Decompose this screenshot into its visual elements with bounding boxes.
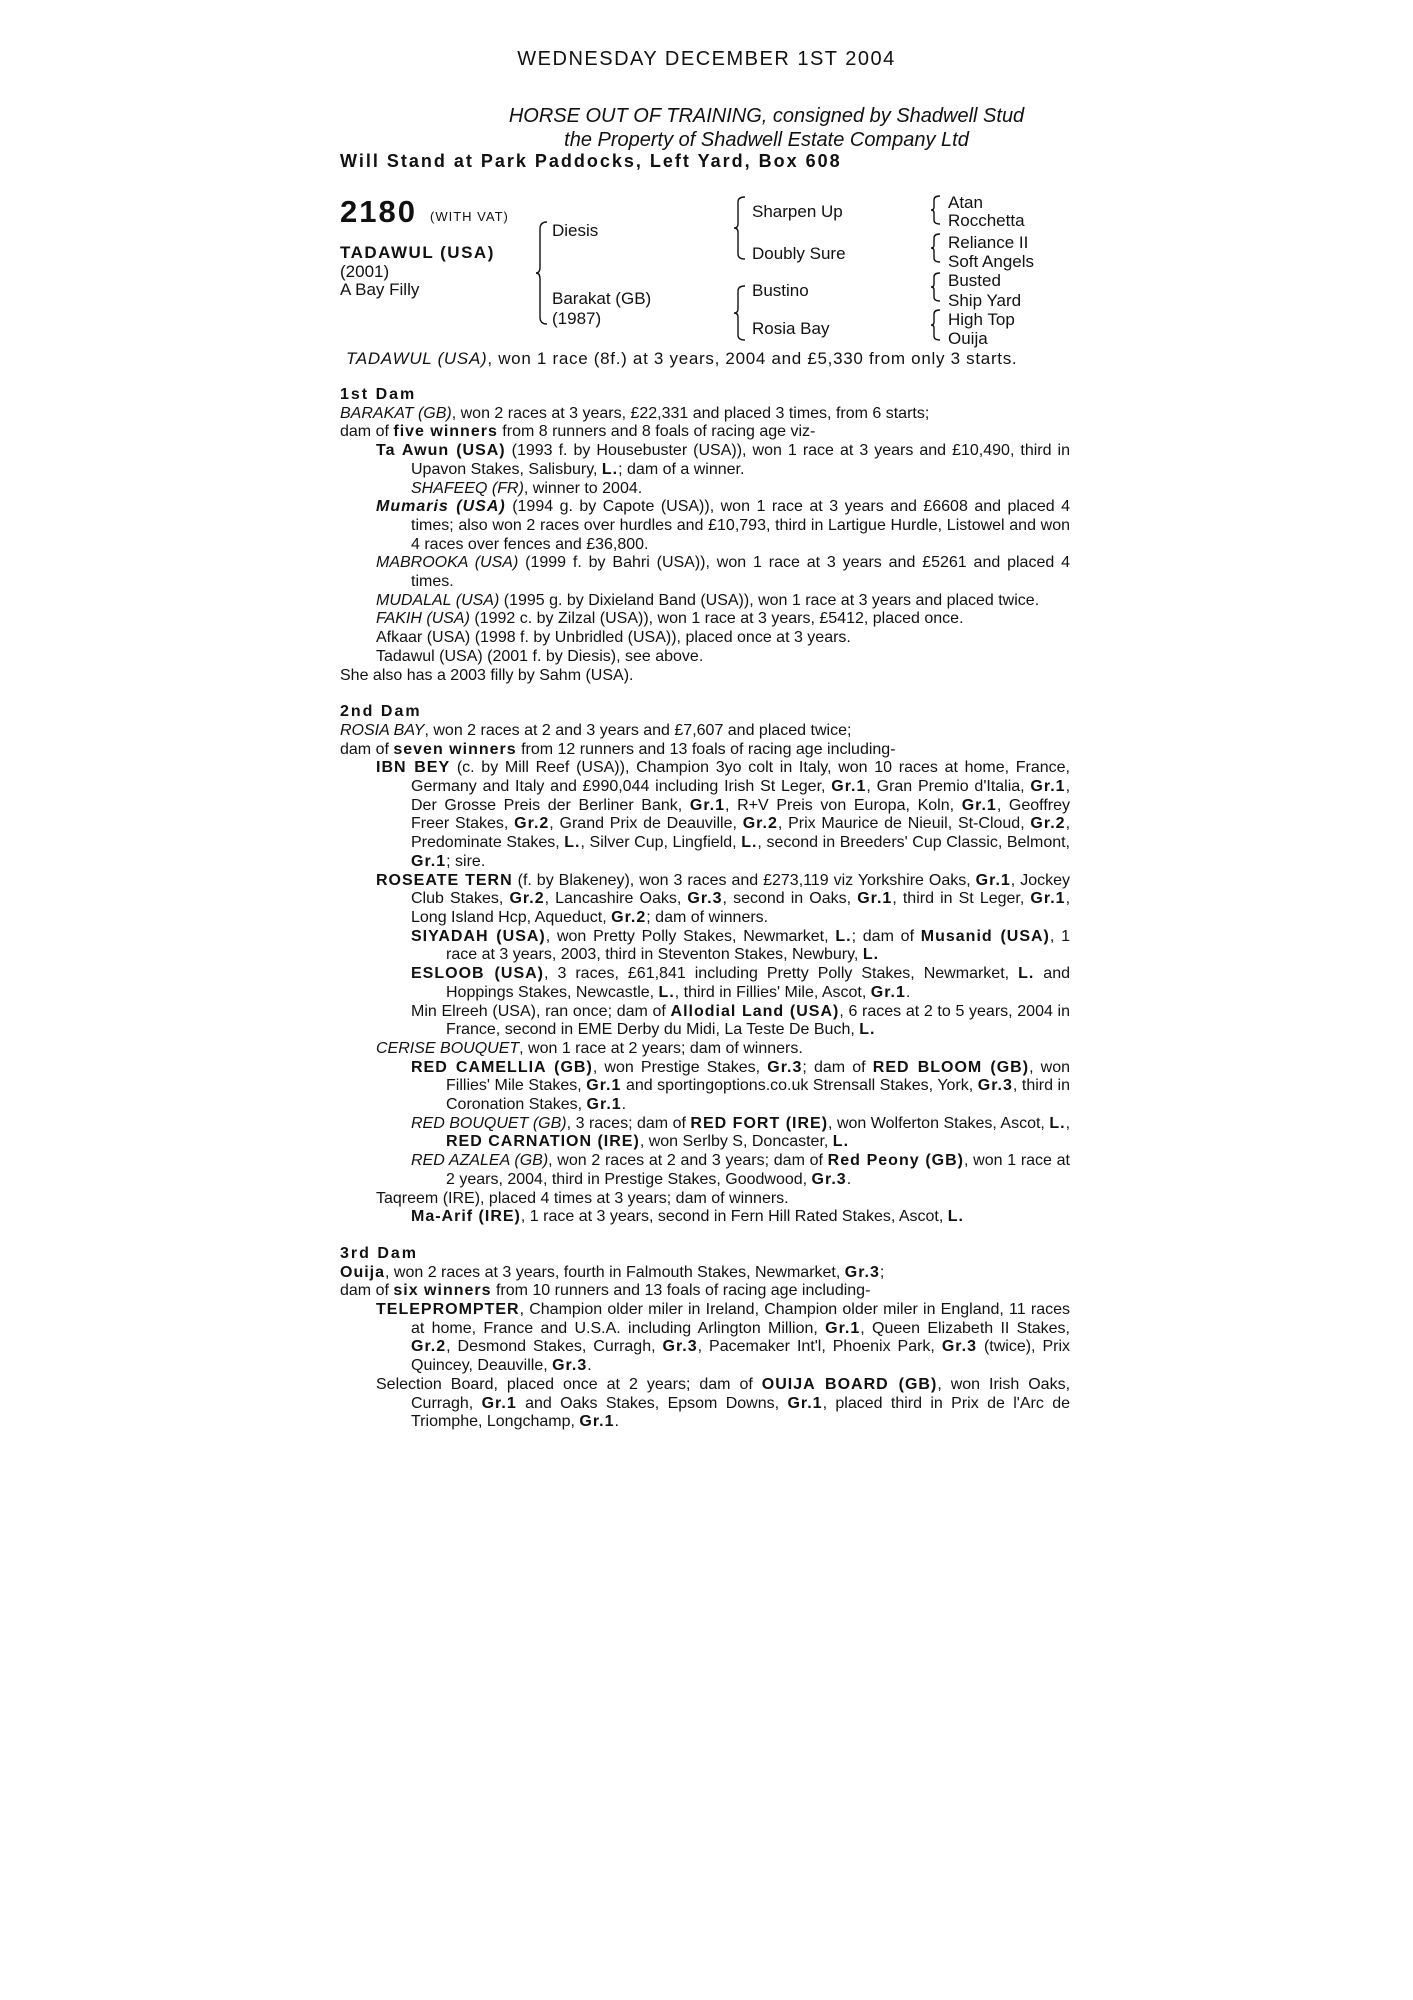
pedigree-dsd: Ship Yard [948,291,1022,310]
pedigree-ssd: Rocchetta [948,211,1025,230]
produce-sub-entry: SHAFEEQ (FR), winner to 2004. [411,479,643,497]
produce-entry: Ta Awun (USA) (1993 f. by Housebuster (USA)), won 1 race at 3 years and £10,490, third in Upavon Stakes, Salisbury, L.; dam of a winner. [376,442,1071,478]
produce-entry: Taqreem (IRE), placed 4 times at 3 years; dam of winners. [376,1189,789,1207]
second-dam-line-1: ROSIA BAY, won 2 races at 2 and 3 years and £7,607 and placed twice; [340,721,852,739]
pedigree-sss: Atan [948,193,983,212]
pedigree-sire-dam: Doubly Sure [752,244,846,263]
first-dam-line-2: dam of five winners from 8 runners and 8 foals of racing age viz- [340,423,816,441]
third-dam-line-1: Ouija, won 2 races at 3 years, fourth in Falmouth Stakes, Newmarket, Gr.3; [340,1263,885,1281]
produce-entry: CERISE BOUQUET, won 1 race at 2 years; dam of winners. [376,1039,803,1057]
horse-description: A Bay Filly [340,280,420,299]
first-dam-line-1: BARAKAT (GB), won 2 races at 3 years, £22,331 and placed 3 times, from 6 starts; [340,404,930,422]
pedigree-brace-dam [733,285,747,341]
stand-location: Will Stand at Park Paddocks, Left Yard, Box 608 [340,151,842,171]
first-dam-heading: 1st Dam [340,386,417,403]
horse-name: TADAWUL (USA) [340,243,495,262]
produce-sub-entry: RED BOUQUET (GB), 3 races; dam of RED FORT (IRE), won Wolferton Stakes, Ascot, L., RED CARNATION (IRE), won Serlby S, Doncaster, L. [411,1114,1071,1151]
pedigree-brace-ss [930,195,942,225]
horse-year: (2001) [340,262,390,281]
produce-entry: MABROOKA (USA) (1999 f. by Bahri (USA)), won 1 race at 3 years and £5261 and placed 4 times. [376,554,1070,591]
produce-sub-entry: RED CAMELLIA (GB), won Prestige Stakes, Gr.3; dam of RED BLOOM (GB), won Fillies' Mile Stakes, Gr.1 and sportingoptions.co.uk Strensall Stakes, York, Gr.3, third in Coronation Stakes, Gr.1. [411,1058,1071,1114]
pedigree-dam-dam: Rosia Bay [752,319,830,338]
owner-line: the Property of Shadwell Estate Company Ltd [564,129,969,151]
pedigree-brace-sire [733,196,747,260]
consignor-line: HORSE OUT OF TRAINING, consigned by Shadwell Stud [508,105,1025,127]
pedigree-sire-sire: Sharpen Up [752,202,843,221]
sale-date: WEDNESDAY DECEMBER 1ST 2004 [517,48,896,70]
lot-number: 2180 [340,194,417,229]
produce-sub-entry: ESLOOB (USA), 3 races, £61,841 including Pretty Polly Stakes, Newmarket, L. and Hoppings Stakes, Newcastle, L., third in Fillies' Mile, Ascot, Gr.1. [411,965,1071,1001]
second-dam-line-2: dam of seven winners from 12 runners and 13 foals of racing age including- [340,740,896,758]
pedigree-dam-sire: Bustino [752,281,809,300]
pedigree-sdd: Soft Angels [948,252,1035,271]
third-dam-heading: 3rd Dam [340,1244,419,1262]
produce-entry: Tadawul (USA) (2001 f. by Diesis), see above. [376,647,704,665]
produce-sub-entry: RED AZALEA (GB), won 2 races at 2 and 3 years; dam of Red Peony (GB), won 1 race at 2 years, 2004, third in Prestige Stakes, Goodwood, Gr.3. [411,1152,1071,1188]
pedigree-brace-dd [930,309,942,341]
vat-note: (WITH VAT) [430,209,509,224]
pedigree-brace-ds [930,272,942,302]
also-has-line: She also has a 2003 filly by Sahm (USA). [340,666,634,684]
produce-entry: Selection Board, placed once at 2 years; dam of OUIJA BOARD (GB), won Irish Oaks, Curragh, Gr.1 and Oaks Stakes, Epsom Downs, Gr.1, placed third in Prix de l'Arc de Triomphe, Longchamp, Gr.1. [376,1375,1071,1431]
produce-entry: FAKIH (USA) (1992 c. by Zilzal (USA)), won 1 race at 3 years, £5412, placed once. [376,610,964,628]
produce-entry: TELEPROMPTER, Champion older miler in Ireland, Champion older miler in England, 11 races at home, France and U.S.A. including Arlington Million, Gr.1, Queen Elizabeth II Stakes, Gr.2, Desmond Stakes, Curragh, Gr.3, Pacemaker Int'l, Phoenix Park, Gr.3 (twice), Prix Quincey, Deauville, Gr.3. [376,1301,1071,1375]
pedigree-dam-year: (1987) [552,309,602,328]
produce-entry: IBN BEY (c. by Mill Reef (USA)), Champion 3yo colt in Italy, won 10 races at home, France, Germany and Italy and £990,044 including Irish St Leger, Gr.1, Gran Premio d'Italia, Gr.1, Der Grosse Preis der Berliner Bank, Gr.1, R+V Preis von Europa, Koln, Gr.1, Geoffrey Freer Stakes, Gr.2, Grand Prix de Deauville, Gr.2, Prix Maurice de Nieuil, St-Cloud, Gr.2, Predominate Stakes, L., Silver Cup, Lingfield, L., second in Breeders' Cup Classic, Belmont, Gr.1; sire. [376,759,1071,870]
pedigree-ddd: Ouija [948,329,988,348]
third-dam-line-2: dam of six winners from 10 runners and 13 foals of racing age including- [340,1282,871,1300]
produce-record [340,386,1070,1432]
consignment-block [0,104,1413,152]
pedigree-sds: Reliance II [948,233,1029,252]
race-record: TADAWUL (USA), won 1 race (8f.) at 3 years, 2004 and £5,330 from only 3 starts. [346,349,1018,368]
produce-sub-entry: Ma-Arif (IRE), 1 race at 3 years, second in Fern Hill Rated Stakes, Ascot, L. [411,1208,964,1226]
pedigree-dds: High Top [948,310,1015,329]
pedigree-dam: Barakat (GB) [552,289,652,308]
pedigree-sire: Diesis [552,221,599,240]
produce-entry: Afkaar (USA) (1998 f. by Unbridled (USA)), placed once at 3 years. [376,629,851,647]
produce-sub-entry: Min Elreeh (USA), ran once; dam of Allodial Land (USA), 6 races at 2 to 5 years, 2004 in France, second in EME Derby du Midi, La Teste De Buch, L. [411,1002,1071,1039]
pedigree-dss: Busted [948,271,1001,290]
produce-entry: MUDALAL (USA) (1995 g. by Dixieland Band (USA)), won 1 race at 3 years and placed twice. [376,591,1040,609]
produce-sub-entry: SIYADAH (USA), won Pretty Polly Stakes, Newmarket, L.; dam of Musanid (USA), 1 race at 3 years, 2003, third in Steventon Stakes, Newbury, L. [411,927,1071,964]
pedigree-brace-sd [930,233,942,263]
produce-entry: Mumaris (USA) (1994 g. by Capote (USA)), won 1 race at 3 years and £6608 and placed 4 times; also won 2 races over hurdles and £10,793, third in Lartigue Hurdle, Listowel and won 4 races over fences and £36,800. [376,498,1070,553]
second-dam-heading: 2nd Dam [340,703,422,721]
pedigree-brace-main [535,221,549,325]
produce-entry: ROSEATE TERN (f. by Blakeney), won 3 races and £273,119 viz Yorkshire Oaks, Gr.1, Jockey Club Stakes, Gr.2, Lancashire Oaks, Gr.3, second in Oaks, Gr.1, third in St Leger, Gr.1, Long Island Hcp, Aqueduct, Gr.2; dam of winners. [376,871,1071,926]
